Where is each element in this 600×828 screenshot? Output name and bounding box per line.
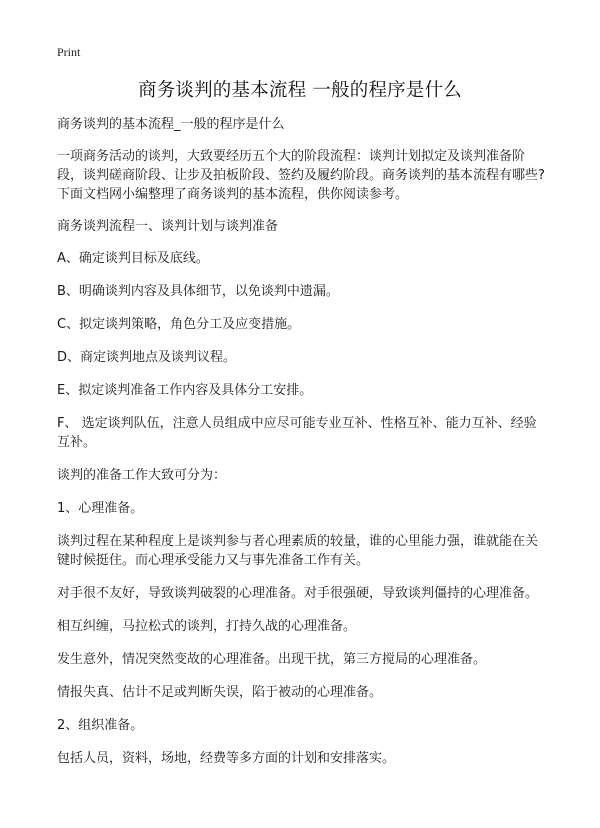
list-item-b: B、明确谈判内容及具体细节，以免谈判中遗漏。: [57, 284, 339, 299]
list-item-c: C、拟定谈判策略，角色分工及应变措施。: [57, 317, 301, 332]
prep1-paragraph-4: 发生意外，情况突然变故的心理准备。出现干扰，第三方搅局的心理准备。: [57, 652, 487, 667]
prep-intro: 谈判的准备工作大致可分为：: [57, 468, 227, 483]
list-item-f: F、 选定谈判队伍，注意人员组成中应尽可能专业互补、性格互补、能力互补、经验互补。: [57, 416, 537, 450]
list-item-e: E、拟定谈判准备工作内容及具体分工安排。: [57, 383, 313, 398]
prep1-paragraph-5: 情报失真、估计不足或判断失误，陷于被动的心理准备。: [57, 685, 383, 700]
prep2-paragraph-1: 包括人员，资料，场地，经费等多方面的计划和安排落实。: [57, 751, 396, 766]
prep1-paragraph-1: 谈判过程在某种程度上是谈判参与者心理素质的较量，谁的心里能力强，谁就能在关键时候挺住。而心理承受能力又与事先准备工作有关。: [57, 534, 539, 568]
document-subtitle: 商务谈判的基本流程_一般的程序是什么: [57, 117, 285, 132]
list-item-a: A、确定谈判目标及底线。: [57, 251, 209, 266]
section-heading: 商务谈判流程一、谈判计划与谈判准备: [57, 219, 279, 234]
prep1-heading: 1、心理准备。: [57, 501, 144, 516]
document-title: 商务谈判的基本流程 一般的程序是什么: [138, 80, 462, 101]
prep2-heading: 2、组织准备。: [57, 718, 144, 733]
prep1-paragraph-3: 相互纠缠，马拉松式的谈判，打持久战的心理准备。: [57, 619, 357, 634]
print-link[interactable]: Print: [57, 45, 81, 59]
prep1-paragraph-2: 对手很不友好，导致谈判破裂的心理准备。对手很强硬，导致谈判僵持的心理准备。: [57, 586, 539, 601]
document-body: [57, 115, 549, 782]
intro-paragraph: 一项商务活动的谈判，大致要经历五个大的阶段流程：谈判计划拟定及谈判准备阶段，谈判磋商阶段、让步及拍板阶段、签约及履约阶段。商务谈判的基本流程有哪些?下面文档网小编整理了商务谈判的基本流程，供你阅读参考。: [57, 149, 545, 202]
list-item-d: D、商定谈判地点及谈判议程。: [57, 350, 237, 365]
